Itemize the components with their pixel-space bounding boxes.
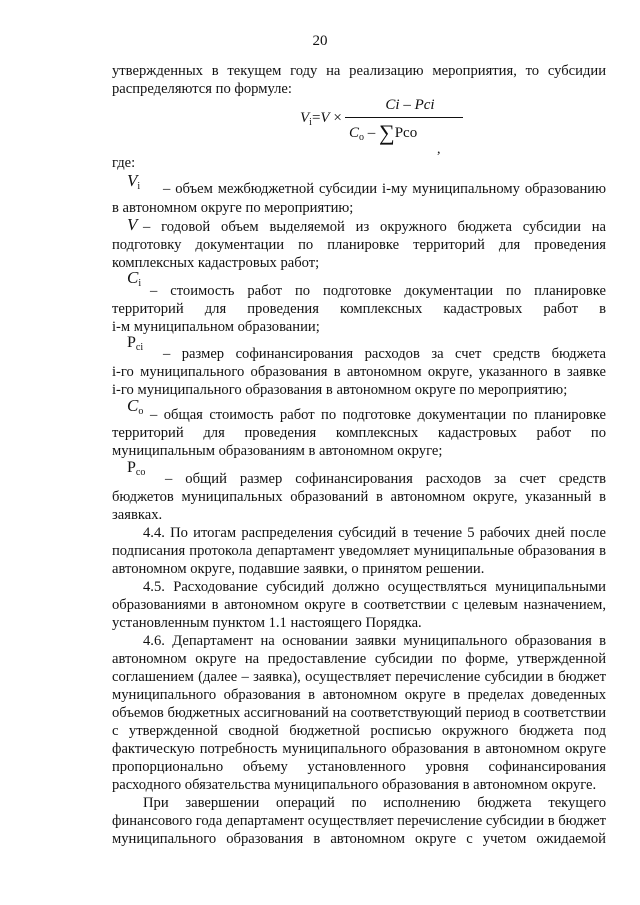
text-line: соглашением (далее – заявка), осуществляет перечисление субсидии в бюджет [112, 669, 606, 685]
text-line: – объем межбюджетной субсидии i-му муниципальному образованию [163, 181, 606, 197]
formula-comma: , [437, 142, 441, 157]
text-line: муниципальным образованиям в автономном округе; [112, 443, 443, 459]
text-line: объемов бюджетных ассигнований на соответствующий период в соответствии [112, 705, 606, 721]
formula-lhs: $V_i=V$ × [300, 110, 342, 128]
symbol-v: V [127, 215, 138, 234]
paragraph-4-5: 4.5. Расходование субсидий должно осуществляться муниципальными [143, 579, 606, 595]
text-line: подписания протокола департамент уведомляет муниципальные образования в [112, 543, 606, 559]
text-line: – стоимость работ по подготовке документации по планировке [150, 283, 606, 299]
text-line: финансового года департамент осуществляет перечисление субсидии в бюджет [112, 813, 607, 829]
text-line: заявках. [112, 507, 163, 523]
text-line: – общая стоимость работ по подготовке документации по планировке [150, 407, 606, 423]
text-line: подготовку документации по планировке территорий для проведения [112, 237, 606, 253]
text-line: i-м муниципальном образовании; [112, 319, 320, 335]
text-line: автономном округе, подавшие заявки, о принятом решении. [112, 561, 485, 577]
text-line: установленным пунктом 1.1 настоящего Порядка. [112, 615, 422, 631]
symbol-ci: $C_i$ [127, 268, 142, 289]
text-line: муниципального образования в автономном округе с учетом ожидаемой [112, 831, 606, 847]
text-line: – годовой объем выделяемой из окружного бюджета субсидии на [143, 219, 606, 235]
text-line: фактическую потребность муниципального образования в автономном округе [112, 741, 606, 757]
formula-numerator: Ci – Pci [385, 97, 435, 113]
text-line: – общий размер софинансирования расходов за счет средств [165, 471, 606, 487]
text-line: с утвержденной сводной бюджетной росписью окружного бюджета под [112, 723, 606, 739]
text-line: пропорционально объему установленного уровня софинансирования [112, 759, 606, 775]
formula [300, 97, 490, 153]
where-label: где: [112, 155, 136, 171]
text-line: утвержденных в текущем году на реализацию мероприятия, то субсидии [112, 63, 606, 79]
paragraph-final: При завершении операций по исполнению бюджета текущего [143, 795, 606, 811]
text-line: i-го муниципального образования в автономном округе по мероприятию; [112, 382, 568, 398]
text-line: муниципального образования в автономном округе в пределах доведенных [112, 687, 606, 703]
text-line: i-го муниципального образования в автономном округе, указанного в заявке [112, 364, 606, 380]
fraction-bar [345, 117, 463, 118]
text-line: автономном округе на предоставление субсидии по форме, утвержденной [112, 651, 606, 667]
text-line: распределяются по формуле: [112, 81, 292, 97]
formula-denominator: $C_о - \sum Pco$ [349, 120, 418, 145]
symbol-co: $C_о$ [127, 396, 144, 417]
text-line: расходного обязательства муниципального образования в автономном округе. [112, 777, 597, 793]
text-line: территорий для проведения комплексных кадастровых работ по [112, 425, 606, 441]
page-number: 20 [312, 33, 328, 49]
symbol-pci: $P_{ci}$ [127, 334, 144, 353]
text-line: территорий для проведения комплексных кадастровых работ в [112, 301, 606, 317]
text-line: комплексных кадастровых работ; [112, 255, 320, 271]
symbol-vi: $V_i$ [127, 171, 141, 192]
paragraph-4-4: 4.4. По итогам распределения субсидий в течение 5 рабочих дней после [143, 525, 606, 541]
text-line: бюджетов муниципальных образований в автономном округе, указанный в [112, 489, 606, 505]
text-line: в автономном округе по мероприятию; [112, 200, 354, 216]
text-line: – размер софинансирования расходов за счет средств бюджета [163, 346, 606, 362]
text-line: образованиями в автономном округе в соответствии с целевым назначением, [112, 597, 606, 613]
paragraph-4-6: 4.6. Департамент на основании заявки муниципального образования в [143, 633, 606, 649]
symbol-pco: $P_{co}$ [127, 459, 146, 478]
